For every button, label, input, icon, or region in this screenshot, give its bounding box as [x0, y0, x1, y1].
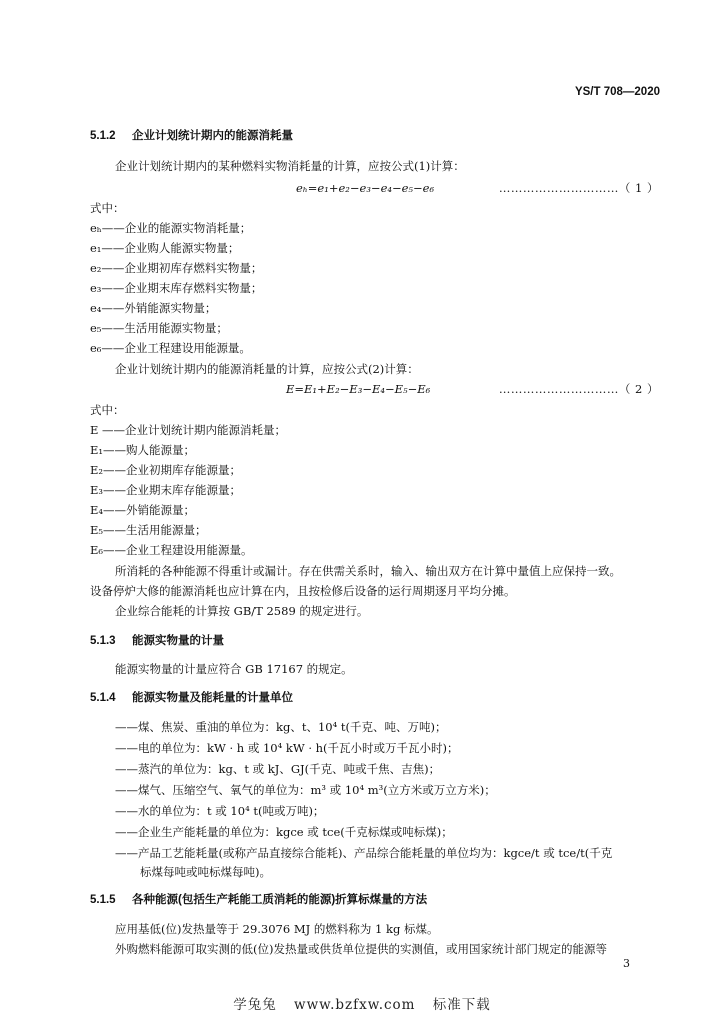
paragraph-continuation: 设备停炉大修的能源消耗也应计算在内，且按检修后设备的运行周期逐月平均分摊。 — [90, 584, 516, 598]
formula-2: E=E₁+E₂−E₃−E₄−E₅−E₆ — [286, 382, 431, 396]
definition-item: E₃——企业期末库存能源量； — [90, 483, 242, 497]
section-number: 5.1.5 — [90, 894, 116, 906]
definition-item: e₂——企业期初库存燃料实物量； — [90, 261, 263, 275]
list-item: ——产品工艺能耗量(或称产品直接综合能耗)、产品综合能耗量的单位均为：kgce/t 或 tce/t(千克 — [115, 846, 613, 860]
paragraph: 能源实物量的计量应符合 GB 17167 的规定。 — [115, 662, 353, 676]
formula-1: eₕ=e₁+e₂−e₃−e₄−e₅−e₆ — [296, 181, 435, 195]
formula-2-number: …………………………（ 2 ） — [498, 382, 659, 396]
definition-item: e₄——外销能源实物量； — [90, 301, 217, 315]
section-title: 各种能源(包括生产耗能工质消耗的能源)折算标煤量的方法 — [132, 894, 428, 906]
list-item: ——电的单位为：kW · h 或 10⁴ kW · h(千瓦小时或万千瓦小时)； — [115, 741, 459, 755]
paragraph: 应用基低(位)发热量等于 29.3076 MJ 的燃料称为 1 kg 标煤。 — [115, 922, 439, 936]
definition-item: E₄——外销能源量； — [90, 503, 196, 517]
paragraph: 企业计划统计期内的能源消耗量的计算，应按公式(2)计算： — [115, 362, 419, 376]
definition-item: E₆——企业工程建设用能源量。 — [90, 543, 253, 557]
footer-url[interactable]: www.bzfxw.com — [294, 997, 416, 1013]
formula-1-number: …………………………（ 1 ） — [498, 181, 659, 195]
paragraph: 外购燃料能源可取实测的低(位)发热量或供货单位提供的实测值，或用国家统计部门规定的能源等 — [115, 942, 607, 956]
footer-watermark — [0, 993, 724, 1013]
definition-item: E ——企业计划统计期内能源消耗量； — [90, 423, 287, 437]
list-item: ——水的单位为：t 或 10⁴ t(吨或万吨)； — [115, 804, 325, 818]
section-number: 5.1.3 — [90, 635, 116, 647]
footer-slogan: 标准下载 — [432, 997, 491, 1013]
definition-item: E₅——生活用能源量； — [90, 523, 207, 537]
definition-item: e₁——企业购人能源实物量； — [90, 241, 240, 255]
definition-item: E₁——购人能源量； — [90, 443, 196, 457]
paragraph: 企业计划统计期内的某种燃料实物消耗量的计算，应按公式(1)计算： — [115, 159, 465, 173]
section-title: 能源实物量的计量 — [132, 635, 224, 647]
section-title: 企业计划统计期内的能源消耗量 — [132, 130, 293, 142]
definition-item: e₆——企业工程建设用能源量。 — [90, 341, 251, 355]
paragraph: 企业综合能耗的计算按 GB/T 2589 的规定进行。 — [115, 604, 369, 618]
section-5-1-4-heading — [90, 690, 293, 706]
where-label: 式中： — [90, 403, 125, 417]
section-5-1-2-heading — [90, 128, 293, 144]
section-5-1-5-heading — [90, 892, 427, 908]
definition-item: e₅——生活用能源实物量； — [90, 321, 228, 335]
where-label: 式中： — [90, 201, 125, 215]
section-number: 5.1.4 — [90, 692, 116, 704]
section-5-1-3-heading — [90, 633, 224, 649]
list-item: ——蒸汽的单位为：kg、t 或 kJ、GJ(千克、吨或千焦、吉焦)； — [115, 762, 441, 776]
page-number: 3 — [623, 957, 630, 970]
paragraph: 所消耗的各种能源不得重计或漏计。存在供需关系时，输入、输出双方在计算中量值上应保持一致。 — [115, 564, 621, 578]
list-item: ——企业生产能耗量的单位为：kgce 或 tce(千克标煤或吨标煤)； — [115, 825, 453, 839]
definition-item: eₕ——企业的能源实物消耗量； — [90, 221, 252, 235]
footer-site-name: 学兔兔 — [233, 997, 277, 1013]
definition-item: e₃——企业期末库存燃料实物量； — [90, 281, 263, 295]
list-item: ——煤、焦炭、重油的单位为：kg、t、10⁴ t(千克、吨、万吨)； — [115, 720, 447, 734]
list-item-continuation: 标煤每吨或吨标煤每吨)。 — [140, 865, 271, 879]
definition-item: E₂——企业初期库存能源量； — [90, 463, 242, 477]
list-item: ——煤气、压缩空气、氧气的单位为：m³ 或 10⁴ m³(立方米或万立方米)； — [115, 783, 496, 797]
standard-code: YS/T 708—2020 — [574, 86, 660, 98]
section-number: 5.1.2 — [90, 130, 116, 142]
section-title: 能源实物量及能耗量的计量单位 — [132, 692, 293, 704]
